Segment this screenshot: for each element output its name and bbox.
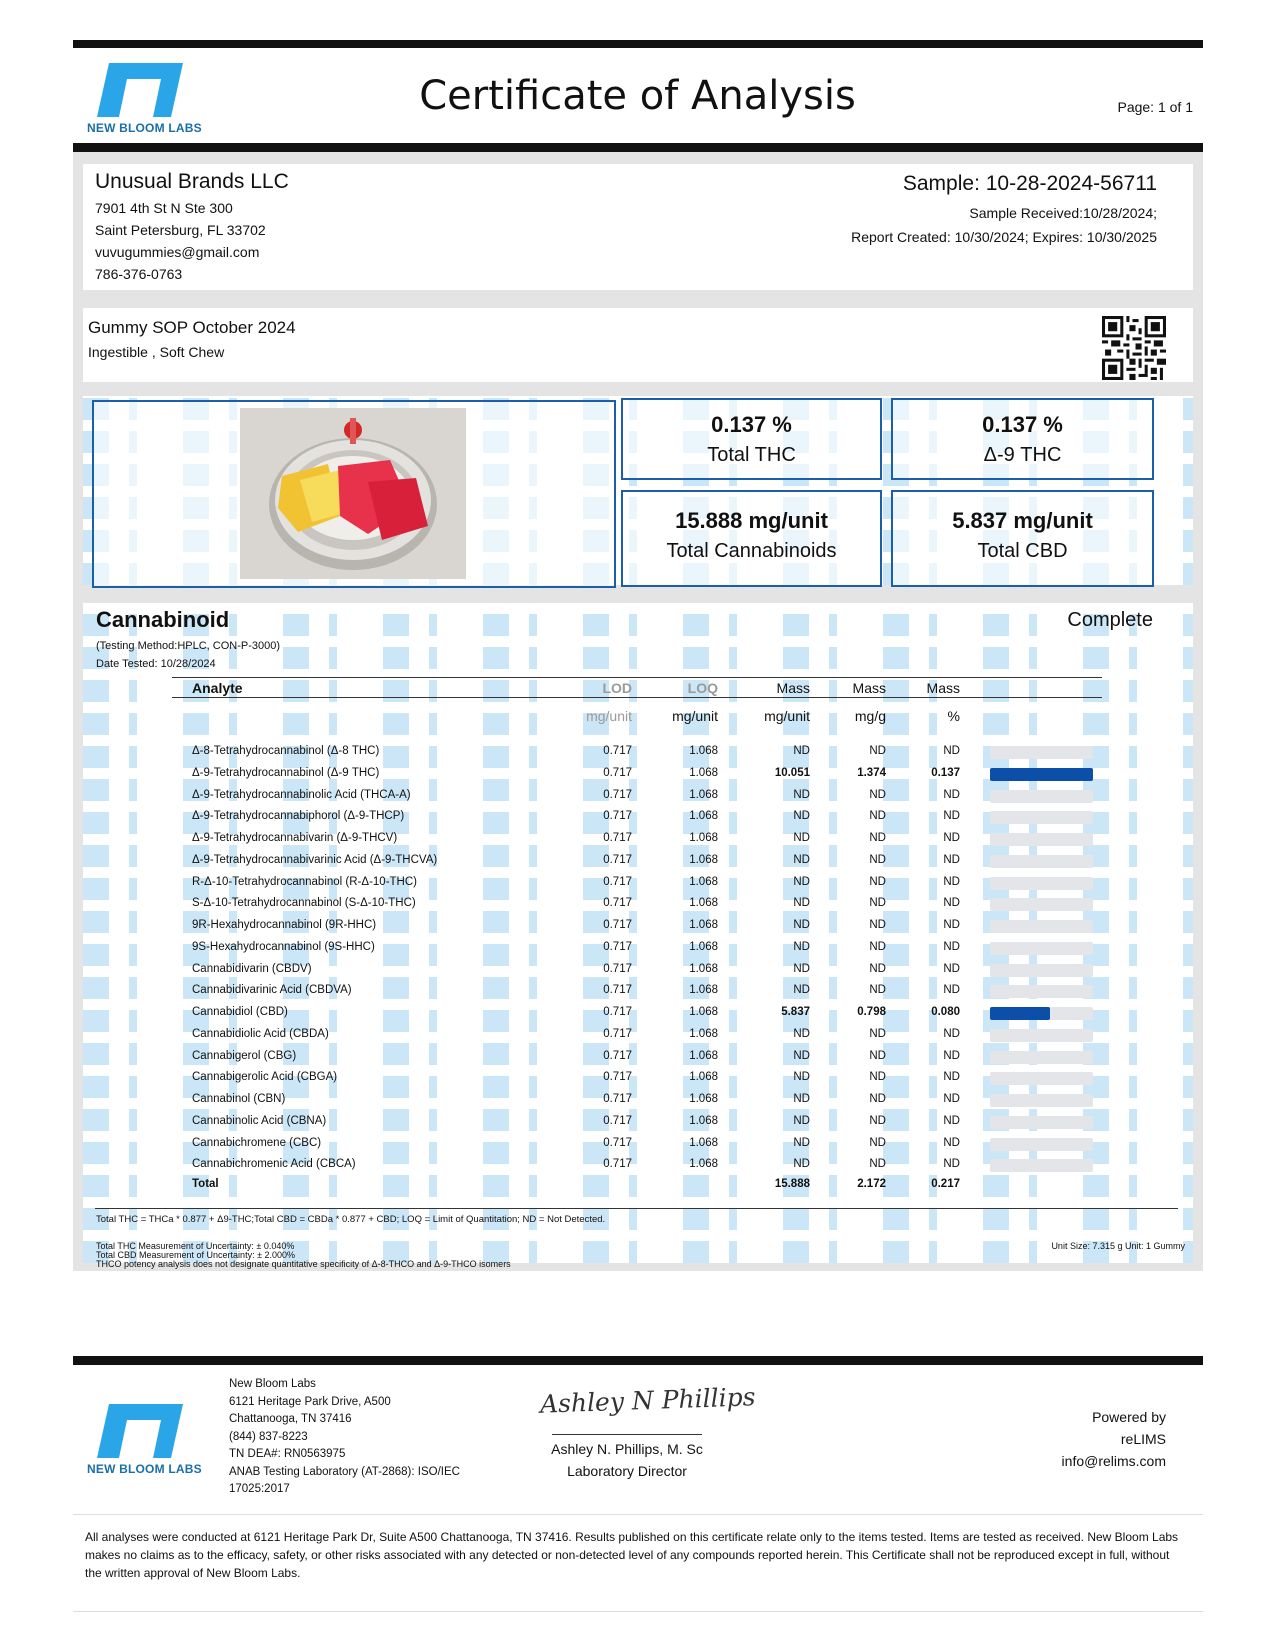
analyte-lod: 0.717	[603, 766, 632, 779]
analyte-lod: 0.717	[603, 1093, 632, 1105]
analyte-loq: 1.068	[689, 810, 718, 823]
analyte-loq: 1.068	[689, 875, 718, 888]
analyte-mass-pct: ND	[943, 832, 960, 844]
analyte-name: Δ-9-Tetrahydrocannabivarinic Acid (Δ-9-THCVA)	[192, 853, 438, 866]
total-cannabinoids-card	[621, 490, 882, 587]
total-mass-pct: 0.217	[931, 1178, 960, 1190]
analyte-loq: 1.068	[689, 919, 718, 931]
delta9-thc-label: Δ-9 THC	[983, 444, 1062, 466]
col-header-mass-pct: Mass	[926, 680, 960, 696]
analyte-mass-unit: ND	[793, 1027, 810, 1040]
analyte-bar-track	[990, 1159, 1093, 1172]
analyte-bar-track	[990, 920, 1093, 933]
analyte-lod: 0.717	[603, 745, 632, 757]
analyte-bar-track	[990, 985, 1093, 998]
analyte-name: Cannabigerolic Acid (CBGA)	[192, 1071, 338, 1084]
client-name: Unusual Brands LLC	[95, 170, 289, 193]
analyte-lod: 0.717	[603, 1114, 632, 1127]
signer-name: Ashley N. Phillips, M. Sc	[551, 1441, 703, 1457]
analyte-lod: 0.717	[603, 897, 632, 910]
table-bottom-rule	[95, 1208, 1178, 1209]
analyte-lod: 0.717	[603, 1071, 632, 1084]
client-address2: Saint Petersburg, FL 33702	[95, 222, 266, 238]
page-title: Certificate of Analysis	[419, 73, 856, 119]
total-mass-unit: 15.888	[774, 1178, 810, 1190]
analyte-mass-g: ND	[869, 1071, 886, 1084]
analyte-mass-unit: ND	[793, 962, 810, 975]
header-rule	[73, 143, 1203, 152]
analyte-lod: 0.717	[603, 810, 632, 823]
analyte-mass-g: ND	[869, 745, 886, 757]
analyte-name: Cannabidivarinic Acid (CBDVA)	[192, 984, 352, 997]
analyte-mass-g: ND	[869, 875, 886, 888]
analyte-mass-g: ND	[869, 1049, 886, 1062]
analyte-mass-unit: ND	[793, 1136, 810, 1149]
analyte-mass-pct: ND	[943, 1114, 960, 1127]
footer-lab-address2: Chattanooga, TN 37416	[229, 1413, 352, 1425]
date-tested: Date Tested: 10/28/2024	[96, 658, 216, 670]
analyte-name: 9R-Hexahydrocannabinol (9R-HHC)	[192, 919, 377, 931]
unit-mass-unit: mg/unit	[764, 708, 810, 724]
analyte-loq: 1.068	[689, 1093, 718, 1105]
analyte-bar-track	[990, 1029, 1093, 1042]
analyte-mass-unit: ND	[793, 745, 810, 757]
analyte-mass-unit: 10.051	[774, 766, 810, 779]
page-number: Page: 1 of 1	[1117, 99, 1193, 115]
analyte-mass-unit: 5.837	[781, 1006, 810, 1018]
analyte-mass-pct: 0.080	[931, 1006, 960, 1018]
footer-logo-icon	[97, 1404, 183, 1458]
col-header-loq: LOQ	[687, 680, 718, 696]
analyte-mass-unit: ND	[793, 1114, 810, 1127]
analyte-lod: 0.717	[603, 1049, 632, 1062]
analyte-bar-track	[990, 746, 1093, 759]
unit-loq: mg/unit	[672, 708, 718, 724]
analyte-name: Cannabigerol (CBG)	[192, 1049, 297, 1062]
analyte-name: Cannabinol (CBN)	[192, 1093, 286, 1105]
total-mass-g: 2.172	[857, 1178, 886, 1190]
analyte-mass-pct: ND	[943, 745, 960, 757]
analyte-loq: 1.068	[689, 984, 718, 997]
footer-lab-accred1: ANAB Testing Laboratory (AT-2868): ISO/IEC	[229, 1465, 460, 1478]
analyte-mass-unit: ND	[793, 810, 810, 823]
analyte-loq: 1.068	[689, 1071, 718, 1084]
analyte-loq: 1.068	[689, 1006, 718, 1018]
analyte-mass-pct: ND	[943, 940, 960, 953]
col-header-mass-g: Mass	[852, 680, 886, 696]
analyte-lod: 0.717	[603, 1136, 632, 1149]
analyte-name: Δ-9-Tetrahydrocannabinolic Acid (THCA-A)	[192, 788, 411, 801]
analyte-bar-track	[990, 1094, 1093, 1107]
analyte-loq: 1.068	[689, 1027, 718, 1040]
footer-lab-name: New Bloom Labs	[229, 1378, 316, 1390]
table-header-rule	[172, 697, 1102, 698]
top-rule	[73, 40, 1203, 48]
analyte-mass-unit: ND	[793, 1049, 810, 1062]
analyte-lod: 0.717	[603, 788, 632, 801]
cannabinoid-heading: Cannabinoid	[96, 607, 230, 632]
col-header-analyte: Analyte	[192, 680, 243, 696]
analyte-name: Cannabinolic Acid (CBNA)	[192, 1114, 327, 1127]
product-name: Gummy SOP October 2024	[88, 318, 296, 337]
analyte-mass-unit: ND	[793, 1071, 810, 1084]
analyte-mass-g: ND	[869, 1093, 886, 1105]
analyte-name: Cannabichromenic Acid (CBCA)	[192, 1158, 356, 1171]
analyte-mass-g: ND	[869, 788, 886, 801]
analyte-name: Δ-9-Tetrahydrocannabiphorol (Δ-9-THCP)	[192, 810, 405, 823]
analyte-bar-track	[990, 833, 1093, 846]
analyte-bar-track	[990, 1051, 1093, 1064]
analyte-bar-track	[990, 877, 1093, 890]
analyte-mass-unit: ND	[793, 897, 810, 910]
analyte-lod: 0.717	[603, 962, 632, 975]
total-cbd-card	[891, 490, 1154, 587]
analyte-mass-unit: ND	[793, 940, 810, 953]
analyte-bar-track	[990, 942, 1093, 955]
analyte-bar-track	[990, 1138, 1093, 1151]
analyte-loq: 1.068	[689, 788, 718, 801]
header-logo-text: NEW BLOOM LABS	[87, 121, 202, 135]
analyte-mass-pct: ND	[943, 1093, 960, 1105]
analyte-mass-g: ND	[869, 832, 886, 844]
analyte-mass-g: ND	[869, 853, 886, 866]
analyte-mass-g: ND	[869, 919, 886, 931]
analyte-name: Δ-9-Tetrahydrocannabinol (Δ-9 THC)	[192, 766, 380, 779]
analyte-loq: 1.068	[689, 745, 718, 757]
analyte-name: Cannabichromene (CBC)	[192, 1136, 322, 1149]
analyte-mass-unit: ND	[793, 984, 810, 997]
analyte-mass-g: ND	[869, 1114, 886, 1127]
total-cannabinoids-value: 15.888 mg/unit	[675, 508, 828, 533]
total-cbd-value: 5.837 mg/unit	[952, 508, 1093, 533]
analyte-mass-unit: ND	[793, 1093, 810, 1105]
analyte-loq: 1.068	[689, 1136, 718, 1149]
analyte-mass-pct: ND	[943, 962, 960, 975]
col-header-mass-unit: Mass	[776, 680, 810, 696]
analyte-lod: 0.717	[603, 1027, 632, 1040]
analyte-name: Δ-9-Tetrahydrocannabivarin (Δ-9-THCV)	[192, 832, 398, 844]
analyte-mass-unit: ND	[793, 919, 810, 931]
powered-by-email[interactable]: info@relims.com	[1061, 1453, 1166, 1469]
analyte-bar-fill	[990, 1007, 1050, 1020]
analyte-loq: 1.068	[689, 766, 718, 779]
analyte-mass-pct: ND	[943, 1071, 960, 1084]
analyte-bar-track	[990, 790, 1093, 803]
analyte-mass-g: ND	[869, 1136, 886, 1149]
analyte-mass-unit: ND	[793, 853, 810, 866]
unit-mass-g: mg/g	[854, 708, 886, 724]
product-type: Ingestible , Soft Chew	[88, 344, 225, 360]
unit-size: Unit Size: 7.315 g Unit: 1 Gummy	[1051, 1241, 1185, 1251]
powered-by-name: reLIMS	[1120, 1431, 1166, 1447]
analyte-bar-track	[990, 1007, 1093, 1020]
analyte-mass-g: 1.374	[857, 766, 886, 779]
testing-method: (Testing Method:HPLC, CON-P-3000)	[96, 640, 281, 652]
analyte-bar-track	[990, 855, 1093, 868]
client-email: vuvugummies@gmail.com	[95, 244, 260, 260]
analyte-mass-g: ND	[869, 1027, 886, 1040]
analyte-bar-track	[990, 811, 1093, 824]
analyte-mass-pct: ND	[943, 810, 960, 823]
total-cannabinoids-label: Total Cannabinoids	[666, 540, 837, 562]
analyte-bar-track	[990, 898, 1093, 911]
analyte-mass-pct: ND	[943, 853, 960, 866]
analyte-loq: 1.068	[689, 1049, 718, 1062]
analyte-mass-pct: ND	[943, 1158, 960, 1171]
analyte-mass-pct: ND	[943, 897, 960, 910]
analyte-loq: 1.068	[689, 897, 718, 910]
footer-rule	[73, 1356, 1203, 1365]
analyte-name: S-Δ-10-Tetrahydrocannabinol (S-Δ-10-THC)	[192, 897, 416, 910]
total-thc-label: Total THC	[707, 444, 796, 466]
table-top-rule	[172, 677, 1102, 678]
unit-mass-pct: %	[947, 708, 960, 724]
analyte-loq: 1.068	[689, 853, 718, 866]
footer-divider	[73, 1514, 1203, 1515]
analyte-mass-g: ND	[869, 984, 886, 997]
sample-received: Sample Received:10/28/2024;	[969, 205, 1157, 221]
analyte-lod: 0.717	[603, 919, 632, 931]
analyte-mass-pct: 0.137	[931, 766, 960, 779]
analyte-loq: 1.068	[689, 940, 718, 953]
thco-note: THCO potency analysis does not designate quantitative specificity of Δ-8-THCO and Δ-9-THCO isomers	[96, 1259, 511, 1269]
signature-image: Ashley N Phillips	[539, 1382, 756, 1419]
uncertainty-thc: Total THC Measurement of Uncertainty: ± 0.040%	[96, 1241, 295, 1251]
report-dates: Report Created: 10/30/2024; Expires: 10/30/2025	[851, 229, 1157, 245]
analyte-mass-pct: ND	[943, 788, 960, 801]
analyte-mass-unit: ND	[793, 1158, 810, 1171]
col-header-lod: LOD	[602, 680, 632, 696]
analyte-bar-track	[990, 1072, 1093, 1085]
analyte-mass-g: 0.798	[857, 1006, 886, 1018]
footer-lab-accred2: 17025:2017	[229, 1483, 290, 1495]
analyte-bar-track	[990, 768, 1093, 781]
analyte-mass-g: ND	[869, 940, 886, 953]
analyte-mass-g: ND	[869, 810, 886, 823]
delta9-thc-card	[891, 398, 1154, 480]
unit-lod: mg/unit	[586, 708, 632, 724]
client-address1: 7901 4th St N Ste 300	[95, 200, 233, 216]
analyte-mass-pct: ND	[943, 875, 960, 888]
total-label: Total	[192, 1178, 219, 1190]
analyte-loq: 1.068	[689, 1158, 718, 1171]
analyte-lod: 0.717	[603, 853, 632, 866]
analyte-name: R-Δ-10-Tetrahydrocannabinol (R-Δ-10-THC)	[192, 875, 417, 888]
analyte-loq: 1.068	[689, 832, 718, 844]
analyte-lod: 0.717	[603, 1006, 632, 1018]
analyte-mass-g: ND	[869, 962, 886, 975]
disclaimer: All analyses were conducted at 6121 Heritage Park Dr, Suite A500 Chattanooga, TN 37416. Results published on this certificate relate only to the items tested. Items are tested as received. New Bloom Labs makes no claims as to the efficacy, safety, or other risks associated with any detected or non-detected level of any compounds reported herein. This Certificate shall not be reproduced except in full, without the written approval of New Bloom Labs.	[85, 1530, 1179, 1580]
analyte-mass-unit: ND	[793, 875, 810, 888]
analyte-name: Cannabidiol (CBD)	[192, 1006, 288, 1018]
analyte-mass-pct: ND	[943, 1049, 960, 1062]
analyte-loq: 1.068	[689, 962, 718, 975]
analyte-bar-track	[990, 964, 1093, 977]
analyte-mass-unit: ND	[793, 832, 810, 844]
footer-lab-dea: TN DEA#: RN0563975	[229, 1448, 346, 1460]
total-thc-value: 0.137 %	[711, 412, 792, 437]
analyte-mass-pct: ND	[943, 1027, 960, 1040]
analyte-mass-g: ND	[869, 897, 886, 910]
analyte-loq: 1.068	[689, 1114, 718, 1127]
gummy-sample-photo	[240, 408, 466, 579]
analyte-name: Cannabidivarin (CBDV)	[192, 962, 312, 975]
analyte-name: 9S-Hexahydrocannabinol (9S-HHC)	[192, 940, 375, 953]
client-phone: 786-376-0763	[95, 266, 183, 282]
cannabinoid-status: Complete	[1067, 609, 1153, 631]
analyte-mass-pct: ND	[943, 919, 960, 931]
total-thc-card	[621, 398, 882, 480]
qr-code-icon[interactable]	[1102, 316, 1166, 380]
analyte-mass-pct: ND	[943, 984, 960, 997]
total-cbd-label: Total CBD	[977, 540, 1068, 562]
sample-photo-frame	[92, 400, 616, 588]
analyte-bar-fill	[990, 768, 1093, 781]
footer-logo-text: NEW BLOOM LABS	[87, 1462, 202, 1476]
analyte-lod: 0.717	[603, 1158, 632, 1171]
uncertainty-cbd: Total CBD Measurement of Uncertainty: ± 2.000%	[96, 1250, 296, 1260]
analyte-mass-unit: ND	[793, 788, 810, 801]
powered-by-label: Powered by	[1092, 1409, 1166, 1425]
signer-title: Laboratory Director	[567, 1463, 687, 1479]
analyte-lod: 0.717	[603, 832, 632, 844]
delta9-thc-value: 0.137 %	[982, 412, 1063, 437]
powered-by	[1062, 1406, 1166, 1472]
analyte-mass-g: ND	[869, 1158, 886, 1171]
footer-lab-address1: 6121 Heritage Park Drive, A500	[229, 1395, 391, 1408]
footer-lab-info	[229, 1376, 460, 1499]
analyte-name: Cannabidiolic Acid (CBDA)	[192, 1027, 329, 1040]
analyte-mass-pct: ND	[943, 1136, 960, 1149]
analyte-bar-track	[990, 1116, 1093, 1129]
signature-line	[552, 1434, 702, 1435]
footer-bottom-divider	[73, 1611, 1203, 1612]
analyte-name: Δ-8-Tetrahydrocannabinol (Δ-8 THC)	[192, 745, 380, 757]
footer-lab-phone: (844) 837-8223	[229, 1430, 308, 1443]
formula-note: Total THC = THCa * 0.877 + Δ9-THC;Total CBD = CBDa * 0.877 + CBD; LOQ = Limit of Quantitation; ND = Not Detected.	[96, 1214, 606, 1225]
analyte-lod: 0.717	[603, 984, 632, 997]
analyte-lod: 0.717	[603, 940, 632, 953]
sample-id: Sample: 10-28-2024-56711	[902, 172, 1157, 195]
analyte-lod: 0.717	[603, 875, 632, 888]
